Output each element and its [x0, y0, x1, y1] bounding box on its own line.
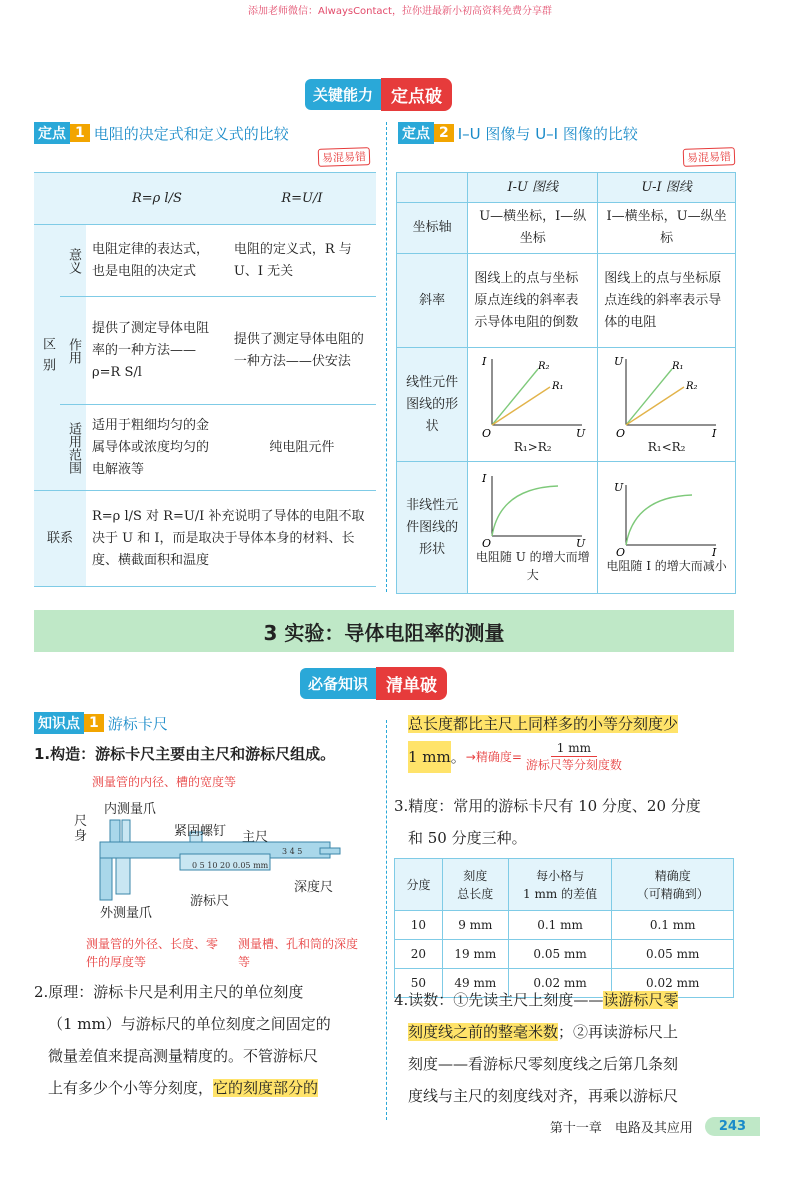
row-label-link: 联系: [34, 491, 86, 587]
cell: 0.05 mm: [508, 940, 612, 969]
cell: 20: [395, 940, 443, 969]
axis-U: U: [575, 426, 586, 439]
th: 刻度 总长度: [442, 859, 508, 911]
label-depth-rod: 深度尺: [294, 880, 334, 895]
page-footer: [550, 1117, 760, 1136]
watermark: 添加老师微信：AlwaysContact，拉你进最新小初高资料免费分享群: [248, 6, 552, 17]
line-r2: [492, 369, 538, 425]
group-label: 区别: [34, 225, 60, 491]
nonlinear-ui-graph: [612, 481, 722, 557]
curve: [492, 486, 558, 536]
label-r2: R₂: [537, 360, 550, 372]
resistance-comparison-table: [34, 172, 376, 587]
column-divider: [386, 122, 387, 592]
cell: 19 mm: [442, 940, 508, 969]
axis-U: U: [613, 480, 623, 494]
origin: O: [615, 426, 625, 439]
col-head-2: R=U/I: [228, 173, 376, 225]
vernier-ticks: 0 5 10 20 0.05 mm: [192, 861, 269, 870]
cell: 适用于粗细均匀的金属导体或浓度均匀的电解液等: [86, 405, 228, 491]
linear-iu-graph: [478, 355, 588, 439]
precision-formula: 1 mm 游标尺等分刻度数: [525, 741, 622, 772]
row-label: 线性元件图线的形状: [397, 348, 468, 462]
label-screw: 紧固螺钉: [174, 824, 227, 839]
line-r1: [492, 387, 550, 425]
axis-I: I: [711, 545, 716, 557]
para-structure: 1.构造：游标卡尺主要由主尺和游标尺组成。: [34, 745, 336, 763]
col-head-2: U-I 图线: [598, 173, 736, 203]
col-head-1: R=ρ l/S: [86, 173, 228, 225]
para-continued: 总长度都比主尺上同样多的小等分刻度少 1 mm 。 →精确度= 1 mm 游标尺等分刻度数: [408, 715, 679, 772]
cell: 电阻定律的表达式，也是电阻的决定式: [86, 225, 228, 297]
banner-essential-knowledge: 必备知识 清单破: [300, 667, 447, 699]
cell: 提供了测定导体电阻率的一种方法——ρ=R S/l: [86, 297, 228, 405]
cell: 0.02 mm: [508, 969, 612, 998]
row-label: 斜率: [397, 254, 468, 348]
axis-I: I: [481, 354, 487, 368]
th: 分度: [395, 859, 443, 911]
cell: 9 mm: [442, 911, 508, 940]
knowledge-heading: 知识点 1 游标卡尺: [34, 712, 168, 734]
row-label: 适用范围: [60, 405, 86, 491]
stamp-confusable: 易混易错: [318, 147, 371, 167]
linear-iu-graph-cell: [468, 348, 598, 462]
row-label: 坐标轴: [397, 203, 468, 254]
left-heading: 定点 1 电阻的决定式和定义式的比较: [34, 122, 289, 144]
right-heading: 定点 2 I–U 图像与 U–I 图像的比较: [398, 122, 638, 144]
corner-cell: [397, 173, 468, 203]
page-number: 243: [705, 1117, 760, 1136]
cell: 50: [395, 969, 443, 998]
caption: R₁<R₂: [647, 439, 686, 454]
precision-formula-label: →精确度=: [465, 749, 522, 764]
th: 精确度 （可精确到）: [612, 859, 734, 911]
corner-cell: [34, 173, 86, 225]
linear-ui-graph: [612, 355, 722, 439]
axis-U: U: [613, 354, 623, 368]
label-vernier: 游标尺: [190, 894, 230, 909]
cell: 49 mm: [442, 969, 508, 998]
section-title: 3 实验：导体电阻率的测量: [34, 610, 734, 652]
col-head-1: I-U 图线: [468, 173, 598, 203]
cell: 纯电阻元件: [228, 405, 376, 491]
outer-jaw-moving: [116, 858, 130, 894]
label-outer-jaw: 外测量爪: [100, 906, 153, 921]
para-principle: 2.原理：游标卡尺是利用主尺的单位刻度 （1 mm）与游标尺的单位刻度之间固定的 微量差值来提高测量精度的。不管游标尺 上有多少个小等分刻度，它的刻度部分的: [34, 983, 331, 1097]
label-r1: R₁: [671, 360, 684, 372]
cell: 0.1 mm: [612, 911, 734, 940]
cell: 0.1 mm: [508, 911, 612, 940]
outer-jaw-fixed: [100, 858, 112, 900]
line-r2: [626, 387, 684, 425]
label-r1: R₁: [551, 380, 564, 392]
para-reading: 4.读数：①先读主尺上刻度——读游标尺零 刻度线之前的整毫米数；②再读游标尺上 刻度——看游标尺零刻度线之后第几条刻 度线与主尺的刻度线对齐，再乘以游标尺: [394, 991, 679, 1105]
cell: 图线上的点与坐标原点连线的斜率表示导体电阻的倒数: [468, 254, 598, 348]
row-label: 意义: [60, 225, 86, 297]
th: 每小格与 1 mm 的差值: [508, 859, 612, 911]
caption: R₁>R₂: [513, 439, 552, 454]
label-ruler-body: 尺身: [74, 814, 88, 844]
note-outer: 测量管的外径、长度、零件的厚度等: [86, 937, 219, 969]
origin: O: [481, 536, 491, 548]
depth-rod: [320, 848, 340, 854]
cell: U—横坐标，I—纵坐标: [468, 203, 598, 254]
cell: 图线上的点与坐标原点连线的斜率表示导体的电阻: [598, 254, 736, 348]
label-inner-jaw: 内测量爪: [104, 802, 157, 817]
stamp-confusable-2: 易混易错: [683, 147, 736, 167]
caption: 电阻随 U 的增大而增大: [475, 549, 590, 582]
iu-ui-comparison-table: [396, 172, 736, 594]
cell: 0.05 mm: [612, 940, 734, 969]
cell: 0.02 mm: [612, 969, 734, 998]
chapter-title: 第十一章 电路及其应用: [549, 1121, 693, 1136]
axis-I: I: [481, 471, 487, 485]
nonlinear-iu-graph: [478, 472, 588, 548]
cell: 10: [395, 911, 443, 940]
label-main-scale: 主尺: [242, 830, 269, 845]
row-label: 非线性元件图线的形状: [397, 462, 468, 594]
cell-link: R=ρ l/S 对 R=U/I 补充说明了导体的电阻不取决于 U 和 I，而是取决于导体本身的材料、长度、横截面积和温度: [86, 491, 376, 587]
cell: I—横坐标，U—纵坐标: [598, 203, 736, 254]
row-label: 作用: [60, 297, 86, 405]
nonlinear-ui-graph-cell: [598, 462, 736, 594]
main-ticks: 3 4 5: [282, 847, 303, 856]
curve: [626, 495, 692, 545]
column-divider-2: [386, 720, 387, 1120]
axis-I: I: [711, 426, 716, 439]
linear-ui-graph-cell: [598, 348, 736, 462]
origin: O: [615, 545, 625, 557]
axis-U: U: [575, 536, 586, 548]
origin: O: [481, 426, 491, 439]
banner-key-ability: 关键能力 定点破: [305, 78, 452, 110]
nonlinear-iu-graph-cell: [468, 462, 598, 594]
caption: 电阻随 I 的增大而减小: [606, 558, 727, 573]
cell: 提供了测定导体电阻的一种方法——伏安法: [228, 297, 376, 405]
note-depth: 测量槽、孔和筒的深度等: [238, 937, 359, 969]
label-r2: R₂: [685, 380, 698, 392]
para-precision: 3.精度：常用的游标卡尺有 10 分度、20 分度 和 50 分度三种。: [394, 797, 701, 847]
inner-jaw-fixed: [110, 820, 120, 842]
vernier-precision-table: [394, 858, 734, 998]
cell: 电阻的定义式，R 与 U、I 无关: [228, 225, 376, 297]
note-inner: 测量管的内径、槽的宽度等: [92, 775, 237, 789]
line-r1: [626, 369, 672, 425]
inner-jaw-moving: [122, 820, 130, 842]
